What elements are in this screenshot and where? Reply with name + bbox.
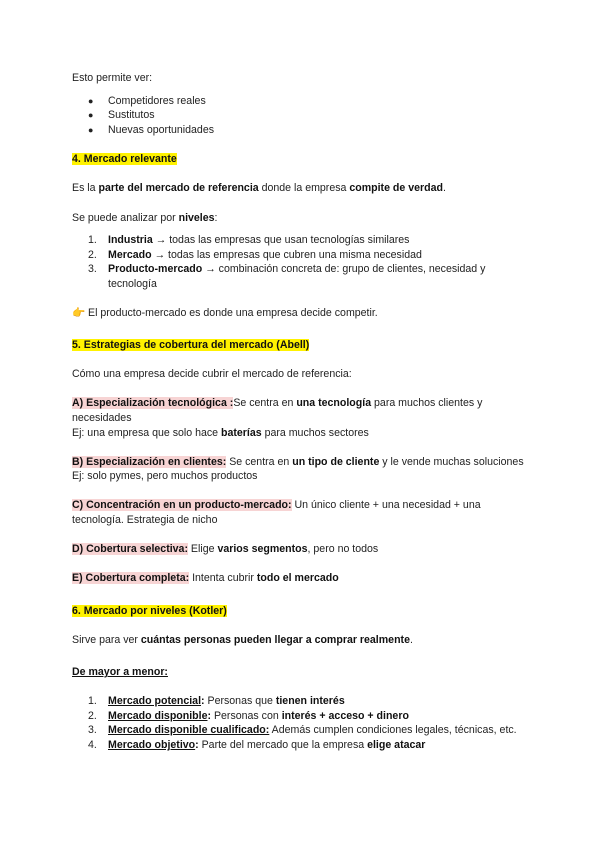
list-item: 3. Mercado disponible cualificado: Además cumplen condiciones legales, técnicas, etc.: [88, 724, 517, 737]
list-item: 2. Mercado disponible: Personas con interés + acceso + dinero: [88, 709, 409, 722]
levels-list: [72, 233, 532, 291]
section-6-intro: Sirve para ver cuántas personas pueden llegar a comprar realmente.: [72, 633, 413, 646]
strategy-a: A) Especialización tecnológica :Se centra en una tecnología para muchos clientes y necesidades: [72, 397, 483, 424]
list-item: 3. Producto-mercado → combinación concreta de: grupo de clientes, necesidad y tecnología: [88, 263, 486, 290]
list-item: 1. Industria → todas las empresas que usan tecnologías similares: [88, 234, 410, 247]
pointing-hand-icon: 👉: [72, 306, 86, 319]
strategy-b: B) Especialización en clientes: Se centra en un tipo de cliente y le vende muchas soluciones: [72, 455, 524, 468]
market-levels-list: [72, 694, 532, 752]
strategy-d: D) Cobertura selectiva: Elige varios segmentos, pero no todos: [72, 542, 379, 555]
pointing-note: 👉 El producto-mercado es donde una empresa decide competir.: [72, 306, 378, 319]
list-item: 1. Mercado potencial: Personas que tienen interés: [88, 694, 345, 707]
strategy-b-example: Ej: solo pymes, pero muchos productos: [72, 470, 258, 483]
section-5-title: 5. Estrategias de cobertura del mercado (Abell): [72, 339, 310, 352]
document-page: [72, 71, 532, 766]
list-item: ● Sustitutos: [72, 108, 532, 123]
section-6-title: 6. Mercado por niveles (Kotler): [72, 604, 227, 617]
section-4-title: 4. Mercado relevante: [72, 153, 177, 166]
strategy-a-example: Ej: una empresa que solo hace baterías para muchos sectores: [72, 426, 369, 439]
strategy-c: C) Concentración en un producto-mercado: Un único cliente + una necesidad + una tecnología. Estrategia de nicho: [72, 499, 481, 526]
list-item: ● Competidores reales: [72, 94, 532, 109]
list-item: 2. Mercado → todas las empresas que cubren una misma necesidad: [88, 248, 422, 261]
section-4-levels-intro: Se puede analizar por niveles:: [72, 211, 218, 224]
intro-text: Esto permite ver:: [72, 72, 153, 84]
list-item: ● Nuevas oportunidades: [72, 123, 532, 138]
strategy-e: E) Cobertura completa: Intenta cubrir todo el mercado: [72, 572, 339, 585]
bullet-list: [72, 94, 532, 138]
section-4-definition: Es la parte del mercado de referencia donde la empresa compite de verdad.: [72, 182, 446, 195]
section-5-intro: Cómo una empresa decide cubrir el mercado de referencia:: [72, 368, 352, 381]
order-heading: De mayor a menor:: [72, 666, 168, 679]
list-item: 4. Mercado objetivo: Parte del mercado que la empresa elige atacar: [88, 738, 426, 751]
